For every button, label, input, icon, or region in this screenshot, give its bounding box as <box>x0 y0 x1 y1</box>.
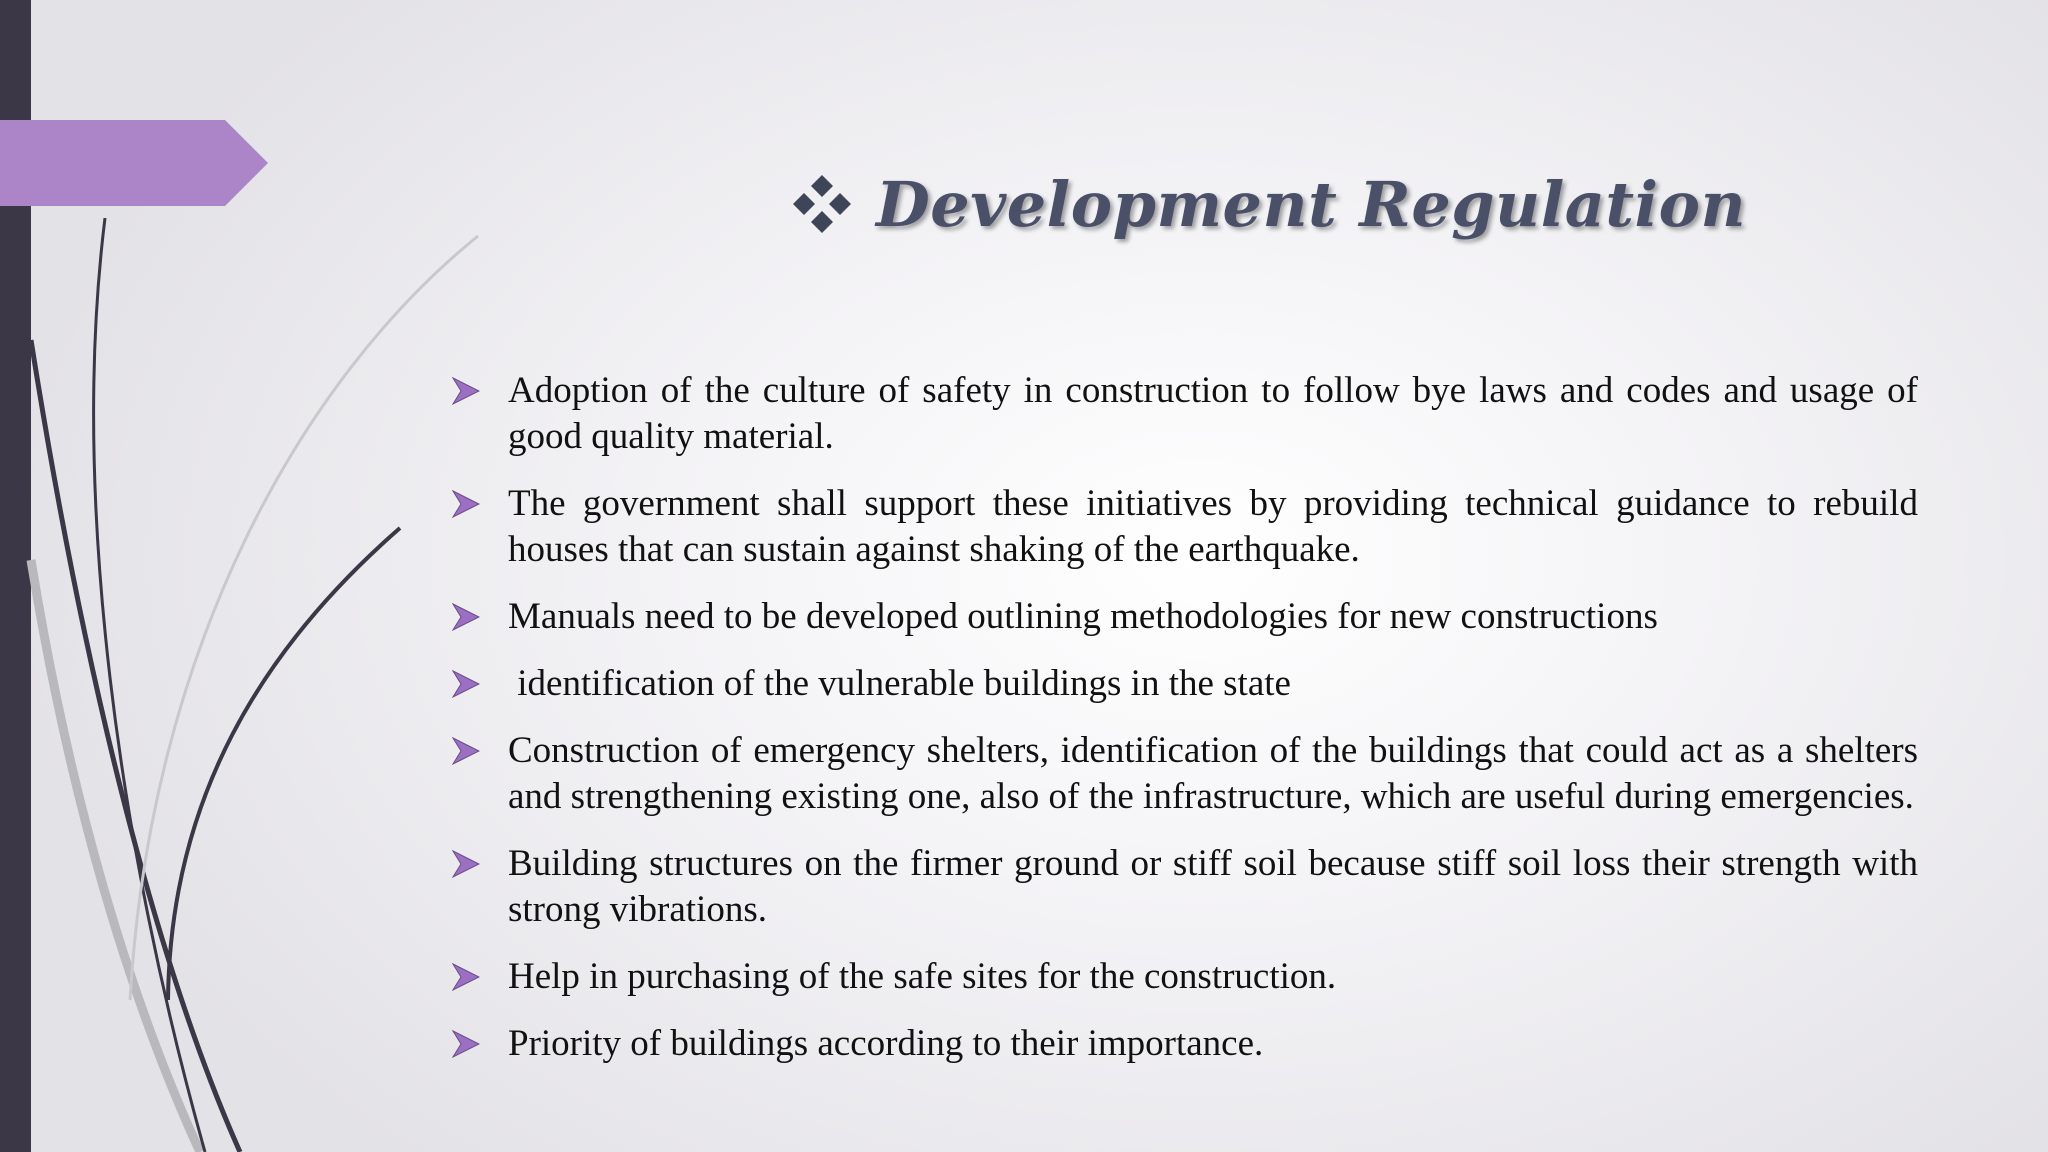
arrowhead-bullet-icon <box>452 1029 480 1059</box>
slide-title: Development Regulation <box>876 168 1747 241</box>
bullet-item <box>450 661 1918 707</box>
bullet-text: Building structures on the firmer ground or stiff soil because stiff soil loss their strength with strong vibrations. <box>508 843 1918 930</box>
bullet-text: Construction of emergency shelters, identification of the buildings that could act as a shelters and strengthening existing one, also of the infrastructure, which are useful during emergencies. <box>508 730 1918 817</box>
arrowhead-bullet-icon <box>452 849 480 879</box>
arrowhead-bullet-icon <box>452 376 480 406</box>
arrowhead-bullet-icon <box>452 669 480 699</box>
bullet-text: identification of the vulnerable buildings in the state <box>508 663 1291 704</box>
bullet-list <box>450 368 1918 1088</box>
title-row <box>790 168 1746 241</box>
arrowhead-bullet-icon <box>452 602 480 632</box>
bullet-item <box>450 594 1918 640</box>
bullet-text: The government shall support these initiatives by providing technical guidance to rebuild houses that can sustain against shaking of the earthquake. <box>508 483 1918 570</box>
arrowhead-bullet-icon <box>452 962 480 992</box>
bullet-item <box>450 368 1918 460</box>
bullet-text: Help in purchasing of the safe sites for the construction. <box>508 956 1337 997</box>
bullet-item <box>450 1021 1918 1067</box>
four-diamond-bullet-icon <box>790 173 854 237</box>
bullet-text: Priority of buildings according to their importance. <box>508 1023 1264 1064</box>
bullet-text: Manuals need to be developed outlining methodologies for new constructions <box>508 596 1658 637</box>
accent-arrow-tab <box>0 120 270 206</box>
bullet-item <box>450 954 1918 1000</box>
bullet-text: Adoption of the culture of safety in construction to follow bye laws and codes and usage of good quality material. <box>508 370 1918 457</box>
bullet-item <box>450 841 1918 933</box>
bullet-item <box>450 728 1918 820</box>
arrowhead-bullet-icon <box>452 736 480 766</box>
arrowhead-bullet-icon <box>452 489 480 519</box>
bullet-item <box>450 481 1918 573</box>
